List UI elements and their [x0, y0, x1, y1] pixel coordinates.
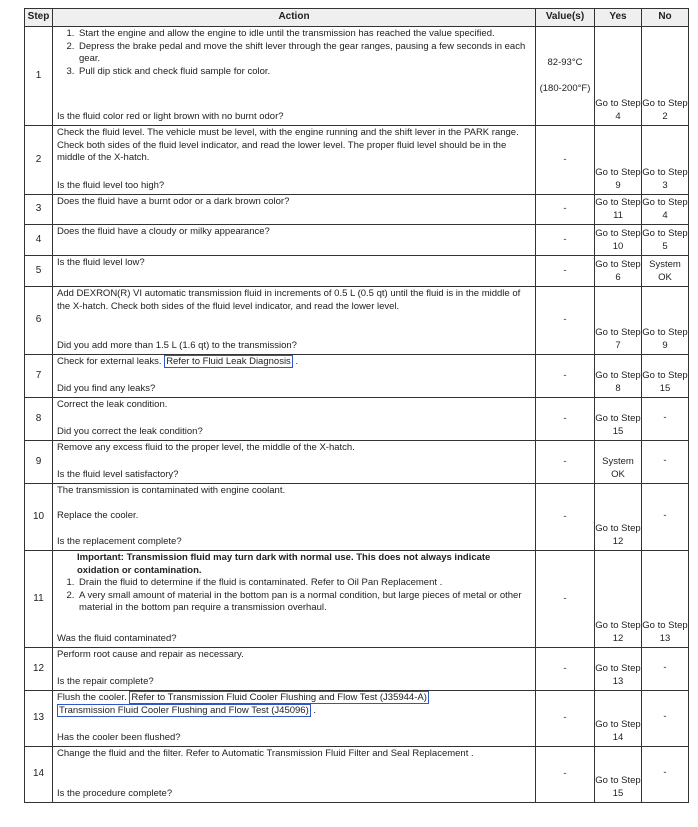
no-cell: Go to Step 13 — [642, 551, 689, 648]
no-cell: Go to Step 2 — [642, 27, 689, 126]
value-fahrenheit: (180-200°F) — [539, 83, 591, 94]
action-text: Correct the leak condition. — [57, 399, 168, 410]
step-number: 5 — [25, 256, 53, 287]
table-row — [25, 691, 689, 747]
question: Was the fluid contaminated? — [57, 632, 177, 644]
yes-cell: Go to Step 9 — [595, 126, 642, 195]
step-number: 1 — [25, 27, 53, 126]
action-cell — [53, 691, 536, 747]
table-row — [25, 551, 689, 648]
action-cell — [53, 27, 536, 126]
yes-cell: Go to Step 6 — [595, 256, 642, 287]
list-item: 2. A very small amount of material in the bottom pan is a normal condition, but large pieces of metal or other material in the bottom pan require a transmission overhaul. — [77, 590, 531, 615]
action-cell — [53, 398, 536, 441]
step-number: 7 — [25, 355, 53, 398]
no-cell: - — [642, 441, 689, 484]
action-cell — [53, 484, 536, 551]
no-cell: - — [642, 398, 689, 441]
no-cell: - — [642, 691, 689, 747]
action-text-pre: Check for external leaks. — [57, 356, 165, 367]
table-row — [25, 225, 689, 256]
table-row — [25, 287, 689, 355]
table-row — [25, 441, 689, 484]
list-item: 3. Pull dip stick and check fluid sample for color. — [77, 66, 531, 79]
step-number: 4 — [25, 225, 53, 256]
important-note: Important: Transmission fluid may turn dark with normal use. This does not always indicate oxidation or contamination. — [77, 552, 491, 576]
yes-cell: Go to Step 4 — [595, 27, 642, 126]
value-cell: - — [536, 287, 595, 355]
no-cell: Go to Step 3 — [642, 126, 689, 195]
value-cell: - — [536, 256, 595, 287]
value-cell: - — [536, 484, 595, 551]
value-celsius: 82-93°C — [547, 56, 583, 68]
list-item: 1. Drain the fluid to determine if the fluid is contaminated. Refer to Oil Pan Replacement . — [77, 577, 531, 590]
yes-cell: Go to Step 11 — [595, 195, 642, 225]
value-cell: - — [536, 648, 595, 691]
diagnostic-table-container — [24, 8, 688, 803]
question: Is the fluid color red or light brown with no burnt odor? — [57, 110, 284, 122]
yes-cell: System OK — [595, 441, 642, 484]
yes-cell: Go to Step 7 — [595, 287, 642, 355]
action-text-post: . — [310, 704, 317, 716]
action-text: Perform root cause and repair as necessary. — [57, 649, 244, 660]
step-number: 8 — [25, 398, 53, 441]
value-cell: - — [536, 195, 595, 225]
no-cell: Go to Step 5 — [642, 225, 689, 256]
header-yes: Yes — [595, 9, 642, 27]
action-text — [57, 356, 531, 369]
step-number: 14 — [25, 747, 53, 803]
list-item: 1. Start the engine and allow the engine to idle until the transmission has reached the value specified. — [77, 28, 531, 41]
table-row — [25, 195, 689, 225]
no-cell: System OK — [642, 256, 689, 287]
table-row — [25, 484, 689, 551]
action-list — [57, 577, 531, 615]
yes-cell: Go to Step 12 — [595, 484, 642, 551]
no-cell: - — [642, 484, 689, 551]
no-cell: Go to Step 15 — [642, 355, 689, 398]
header-no: No — [642, 9, 689, 27]
question: Is the fluid level low? — [53, 256, 536, 287]
question: Is the procedure complete? — [57, 787, 173, 799]
yes-cell: Go to Step 8 — [595, 355, 642, 398]
yes-cell: Go to Step 15 — [595, 747, 642, 803]
action-text-2: Replace the cooler. — [57, 510, 139, 522]
table-row — [25, 747, 689, 803]
yes-cell: Go to Step 15 — [595, 398, 642, 441]
action-cell — [53, 355, 536, 398]
action-cell — [53, 747, 536, 803]
table-row — [25, 398, 689, 441]
list-item: 2. Depress the brake pedal and move the shift lever through the gear ranges, pausing a few seconds in each gear. — [77, 41, 531, 66]
table-row — [25, 27, 689, 126]
no-cell: - — [642, 648, 689, 691]
action-cell — [53, 441, 536, 484]
value-cell: - — [536, 225, 595, 256]
action-text-pre: Flush the cooler. — [57, 692, 130, 703]
action-cell — [53, 648, 536, 691]
question: Has the cooler been flushed? — [57, 731, 181, 743]
question: Is the fluid level too high? — [57, 179, 165, 191]
cooler-flushing-j45096-link[interactable]: Transmission Fluid Cooler Flushing and Flow Test (J45096) — [59, 704, 309, 716]
yes-cell: Go to Step 14 — [595, 691, 642, 747]
no-cell: Go to Step 4 — [642, 195, 689, 225]
value-cell: - — [536, 691, 595, 747]
step-number: 6 — [25, 287, 53, 355]
step-number: 11 — [25, 551, 53, 648]
yes-cell: Go to Step 10 — [595, 225, 642, 256]
action-text: The transmission is contaminated with engine coolant. — [57, 485, 286, 496]
action-text-post: . — [292, 356, 299, 367]
table-row — [25, 648, 689, 691]
yes-cell: Go to Step 13 — [595, 648, 642, 691]
step-number: 3 — [25, 195, 53, 225]
question: Is the replacement complete? — [57, 535, 182, 547]
action-text: Check the fluid level. The vehicle must be level, with the engine running and the shift lever in the PARK range. Check both sides of the fluid level indicator, and read the lower level. The proper fluid level should be in the middle of the X-hatch. — [57, 127, 519, 163]
action-cell — [53, 551, 536, 648]
question: Does the fluid have a cloudy or milky appearance? — [53, 225, 536, 256]
value-cell: - — [536, 355, 595, 398]
action-list — [57, 28, 531, 78]
action-cell — [53, 126, 536, 195]
header-row — [25, 9, 689, 27]
diagnostic-table — [24, 8, 689, 803]
question: Did you find any leaks? — [57, 382, 156, 394]
value-cell: - — [536, 398, 595, 441]
table-row — [25, 355, 689, 398]
question: Did you add more than 1.5 L (1.6 qt) to the transmission? — [57, 339, 297, 351]
action-text: Change the fluid and the filter. Refer to Automatic Transmission Fluid Filter and Seal Replacement . — [57, 748, 474, 759]
yes-cell: Go to Step 12 — [595, 551, 642, 648]
action-text: Remove any excess fluid to the proper level, the middle of the X-hatch. — [57, 442, 355, 453]
action-text: Add DEXRON(R) VI automatic transmission fluid in increments of 0.5 L (0.5 qt) until the fluid is in the middle of the X-hatch. Check both sides of the fluid level indicator, and read the lower level. — [57, 288, 521, 312]
no-cell: Go to Step 9 — [642, 287, 689, 355]
value-cell — [536, 27, 595, 126]
no-cell: - — [642, 747, 689, 803]
question: Is the fluid level satisfactory? — [57, 468, 179, 480]
table-row — [25, 256, 689, 287]
table-row — [25, 126, 689, 195]
step-number: 10 — [25, 484, 53, 551]
step-number: 2 — [25, 126, 53, 195]
step-number: 12 — [25, 648, 53, 691]
cooler-flushing-j35944-link[interactable]: Refer to Transmission Fluid Cooler Flushing and Flow Test (J35944-A) — [131, 692, 427, 703]
step-number: 9 — [25, 441, 53, 484]
action-cell — [53, 287, 536, 355]
value-cell: - — [536, 126, 595, 195]
value-cell: - — [536, 551, 595, 648]
header-action: Action — [53, 9, 536, 27]
value-cell: - — [536, 441, 595, 484]
question: Does the fluid have a burnt odor or a dark brown color? — [53, 195, 536, 225]
action-text — [57, 692, 531, 717]
header-step: Step — [25, 9, 53, 27]
fluid-leak-diagnosis-link[interactable]: Refer to Fluid Leak Diagnosis — [166, 356, 291, 367]
step-number: 13 — [25, 691, 53, 747]
header-value: Value(s) — [536, 9, 595, 27]
value-cell: - — [536, 747, 595, 803]
question: Did you correct the leak condition? — [57, 425, 203, 437]
question: Is the repair complete? — [57, 675, 154, 687]
